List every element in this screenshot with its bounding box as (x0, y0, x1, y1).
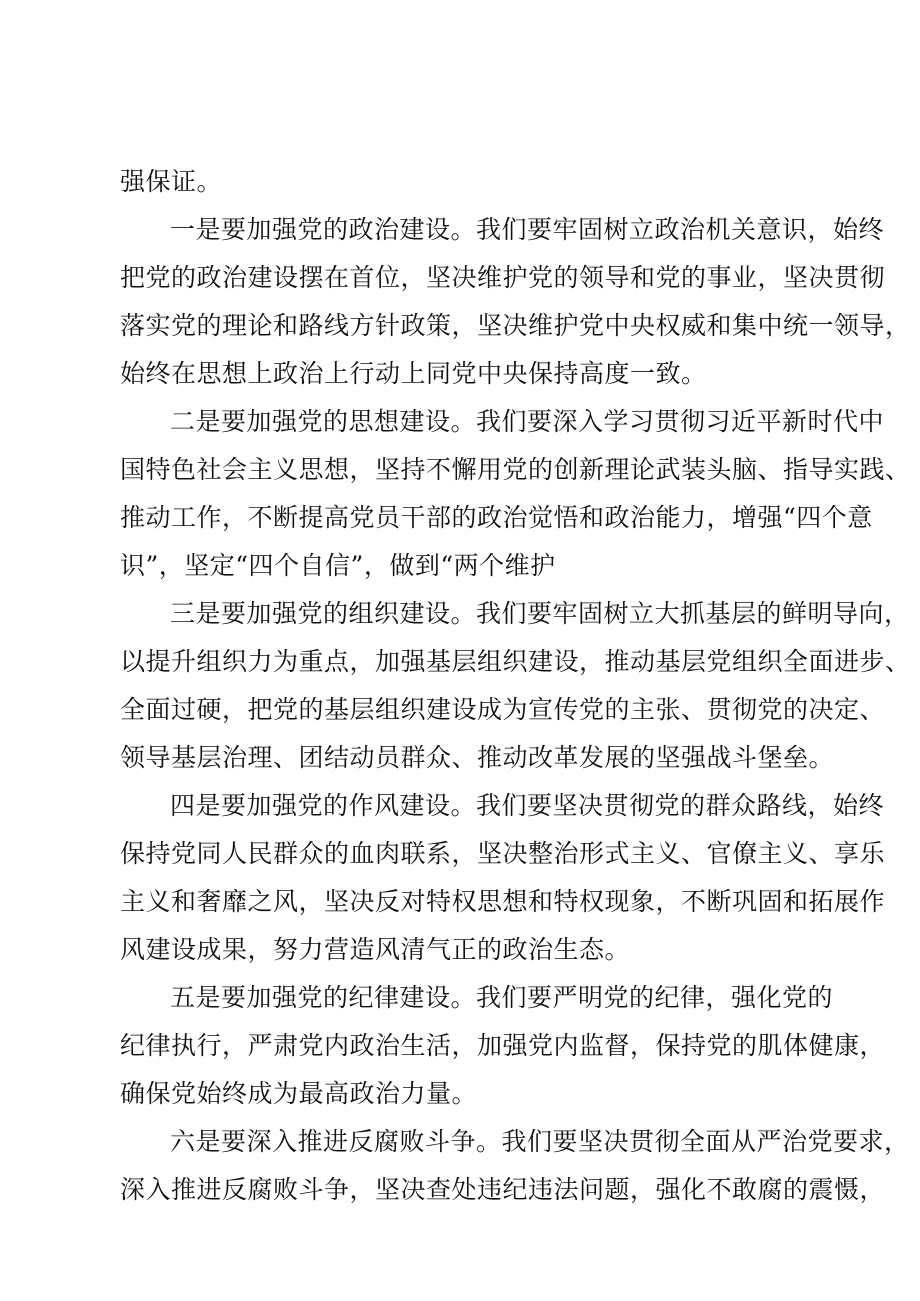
paragraph-4-line-2: 保持党同人民群众的血肉联系，坚决整治形式主义、官僚主义、享乐 (120, 839, 886, 868)
paragraph-1-line-1: 一是要加强党的政治建设。我们要牢固树立政治机关意识，始终 (170, 215, 885, 244)
paragraph-2-line-1: 二是要加强党的思想建设。我们要深入学习贯彻习近平新时代中 (170, 407, 885, 436)
paragraph-5-line-2: 纪律执行，严肃党内政治生活，加强党内监督，保持党的肌体健康， (120, 1031, 886, 1060)
paragraph-6-line-2: 深入推进反腐败斗争，坚决查处违纪违法问题，强化不敢腐的震慑， (120, 1175, 886, 1204)
paragraph-2-line-2: 国特色社会主义思想，坚持不懈用党的创新理论武装头脑、指导实践、 (120, 455, 911, 484)
paragraph-1-line-2: 把党的政治建设摆在首位，坚决维护党的领导和党的事业，坚决贯彻 (120, 263, 886, 292)
text-line-1: 强保证。 (120, 167, 223, 196)
paragraph-1-line-4: 始终在思想上政治上行动上同党中央保持高度一致。 (120, 359, 707, 388)
paragraph-3-line-3: 全面过硬，把党的基层组织建设成为宣传党的主张、贯彻党的决定、 (120, 695, 886, 724)
paragraph-2-line-4: 识”，坚定“四个自信”，做到“两个维护 (120, 551, 556, 580)
paragraph-3-line-2: 以提升组织力为重点，加强基层组织建设，推动基层党组织全面进步、 (120, 647, 911, 676)
paragraph-1-line-3: 落实党的理论和路线方针政策，坚决维护党中央权威和集中统一领导， (120, 311, 911, 340)
paragraph-3-line-4: 领导基层治理、团结动员群众、推动改革发展的坚强战斗堡垒。 (120, 743, 835, 772)
paragraph-4-line-3: 主义和奢靡之风，坚决反对特权思想和特权现象，不断巩固和拓展作 (120, 887, 886, 916)
paragraph-2-line-3: 推动工作，不断提高党员干部的政治觉悟和政治能力，增强“四个意 (120, 503, 873, 532)
paragraph-4-line-4: 风建设成果，努力营造风清气正的政治生态。 (120, 935, 631, 964)
paragraph-5-line-3: 确保党始终成为最高政治力量。 (120, 1079, 478, 1108)
paragraph-4-line-1: 四是要加强党的作风建设。我们要坚决贯彻党的群众路线，始终 (170, 791, 885, 820)
paragraph-3-line-1: 三是要加强党的组织建设。我们要牢固树立大抓基层的鲜明导向， (170, 599, 910, 628)
paragraph-6-line-1: 六是要深入推进反腐败斗争。我们要坚决贯彻全面从严治党要求， (170, 1127, 910, 1156)
paragraph-5-line-1: 五是要加强党的纪律建设。我们要严明党的纪律，强化党的 (170, 983, 834, 1012)
